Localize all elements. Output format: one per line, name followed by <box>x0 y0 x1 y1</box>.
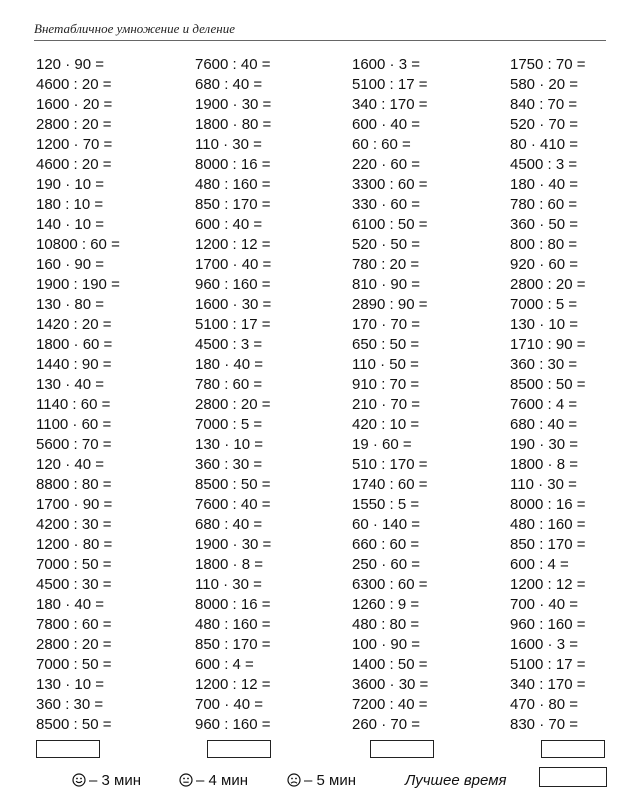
exercise-item: 600 : 4 = <box>195 656 254 673</box>
exercise-item: 340 : 170 = <box>352 96 428 113</box>
exercise-item: 180 · 40 = <box>195 356 263 373</box>
exercise-item: 360 · 50 = <box>510 216 578 233</box>
exercise-item: 840 : 70 = <box>510 96 578 113</box>
exercise-item: 60 : 60 = <box>352 136 411 153</box>
exercise-item: 130 · 10 = <box>195 436 263 453</box>
exercise-item: 120 · 90 = <box>36 56 104 73</box>
exercise-item: 1200 : 12 = <box>195 236 271 253</box>
exercise-item: 850 : 170 = <box>195 196 271 213</box>
exercise-item: 1740 : 60 = <box>352 476 428 493</box>
exercise-item: 1800 · 8 = <box>510 456 578 473</box>
exercise-item: 6300 : 60 = <box>352 576 428 593</box>
exercise-item: 470 · 80 = <box>510 696 578 713</box>
exercise-item: 480 : 160 = <box>195 176 271 193</box>
exercise-item: 190 · 30 = <box>510 436 578 453</box>
exercise-item: 1200 · 80 = <box>36 536 113 553</box>
exercise-item: 1140 : 60 = <box>36 396 111 413</box>
exercise-item: 2800 : 20 = <box>36 636 112 653</box>
exercise-item: 7000 : 50 = <box>36 656 112 673</box>
exercise-item: 190 · 10 = <box>36 176 104 193</box>
exercise-item: 510 : 170 = <box>352 456 428 473</box>
exercise-item: 680 : 40 = <box>510 416 578 433</box>
exercise-item: 1260 : 9 = <box>352 596 420 613</box>
exercise-item: 1800 · 60 = <box>36 336 113 353</box>
exercise-item: 800 : 80 = <box>510 236 578 253</box>
exercise-item: 360 : 30 = <box>510 356 578 373</box>
exercise-item: 580 · 20 = <box>510 76 578 93</box>
exercise-item: 1900 : 190 = <box>36 276 120 293</box>
exercise-item: 4500 : 3 = <box>510 156 578 173</box>
exercise-item: 220 · 60 = <box>352 156 420 173</box>
exercise-item: 1750 : 70 = <box>510 56 586 73</box>
exercise-item: 2800 : 20 = <box>36 116 112 133</box>
exercise-item: 5600 : 70 = <box>36 436 112 453</box>
exercise-item: 330 · 60 = <box>352 196 420 213</box>
exercise-item: 680 : 40 = <box>195 516 263 533</box>
exercise-item: 520 · 50 = <box>352 236 420 253</box>
exercise-item: 1600 · 3 = <box>352 56 420 73</box>
exercise-item: 130 · 40 = <box>36 376 104 393</box>
exercise-item: 8800 : 80 = <box>36 476 112 493</box>
exercise-item: 4500 : 3 = <box>195 336 263 353</box>
exercise-item: 3600 · 30 = <box>352 676 429 693</box>
exercise-item: 1200 · 70 = <box>36 136 113 153</box>
sad-face-icon <box>287 773 301 787</box>
exercise-column-4 <box>510 55 585 735</box>
exercise-item: 4500 : 30 = <box>36 576 112 593</box>
exercise-item: 1800 · 8 = <box>195 556 263 573</box>
exercise-item: 60 · 140 = <box>352 516 420 533</box>
exercise-item: 600 : 40 = <box>195 216 263 233</box>
exercise-item: 1710 : 90 = <box>510 336 586 353</box>
exercise-item: 2800 : 20 = <box>510 276 586 293</box>
exercise-item: 1200 : 12 = <box>195 676 271 693</box>
exercise-item: 8000 : 16 = <box>195 596 271 613</box>
exercise-item: 1700 · 90 = <box>36 496 113 513</box>
exercise-item: 2800 : 20 = <box>195 396 271 413</box>
exercise-item: 1600 · 30 = <box>195 296 272 313</box>
exercise-item: 180 : 10 = <box>36 196 104 213</box>
rating-neutral-label: – 4 мин <box>196 772 248 789</box>
exercise-item: 7600 : 40 = <box>195 56 271 73</box>
exercise-item: 1420 : 20 = <box>36 316 112 333</box>
exercise-item: 80 · 410 = <box>510 136 578 153</box>
exercise-item: 170 · 70 = <box>352 316 420 333</box>
exercise-item: 260 · 70 = <box>352 716 420 733</box>
exercise-item: 480 : 160 = <box>510 516 586 533</box>
exercise-item: 420 : 10 = <box>352 416 420 433</box>
exercise-item: 1600 · 3 = <box>510 636 578 653</box>
exercise-item: 910 : 70 = <box>352 376 420 393</box>
exercise-item: 780 : 60 = <box>195 376 263 393</box>
exercise-item: 960 : 160 = <box>510 616 586 633</box>
exercise-item: 180 · 40 = <box>510 176 578 193</box>
exercise-item: 7800 : 60 = <box>36 616 112 633</box>
exercise-item: 4200 : 30 = <box>36 516 112 533</box>
exercise-column-1 <box>36 55 120 735</box>
exercise-item: 920 · 60 = <box>510 256 578 273</box>
exercise-item: 110 · 30 = <box>195 576 262 593</box>
exercise-item: 4600 : 20 = <box>36 156 112 173</box>
exercise-item: 480 : 80 = <box>352 616 420 633</box>
exercise-item: 780 : 20 = <box>352 256 420 273</box>
neutral-face-icon <box>179 773 193 787</box>
exercise-item: 7200 : 40 = <box>352 696 428 713</box>
exercise-item: 1600 · 20 = <box>36 96 113 113</box>
happy-face-icon <box>72 773 86 787</box>
exercise-item: 8500 : 50 = <box>36 716 112 733</box>
exercise-item: 10800 : 60 = <box>36 236 120 253</box>
exercise-item: 600 : 4 = <box>510 556 569 573</box>
exercise-item: 830 · 70 = <box>510 716 578 733</box>
exercise-item: 110 · 30 = <box>510 476 577 493</box>
exercise-item: 7000 : 50 = <box>36 556 112 573</box>
exercise-item: 130 · 10 = <box>510 316 578 333</box>
exercise-item: 360 : 30 = <box>195 456 263 473</box>
exercise-column-3 <box>352 55 428 735</box>
exercise-item: 600 · 40 = <box>352 116 420 133</box>
exercise-item: 1700 · 40 = <box>195 256 272 273</box>
exercise-item: 140 · 10 = <box>36 216 104 233</box>
exercise-item: 660 : 60 = <box>352 536 420 553</box>
exercise-item: 1900 · 30 = <box>195 96 272 113</box>
exercise-item: 700 · 40 = <box>510 596 578 613</box>
best-time-label: Лучшее время <box>405 772 507 789</box>
rating-sad <box>287 770 356 792</box>
exercise-item: 210 · 70 = <box>352 396 420 413</box>
worksheet-header <box>34 20 606 41</box>
time-box-3[interactable] <box>370 740 434 758</box>
exercise-item: 110 · 50 = <box>352 356 419 373</box>
exercise-item: 850 : 170 = <box>510 536 586 553</box>
time-box-2[interactable] <box>207 740 271 758</box>
exercise-item: 100 · 90 = <box>352 636 420 653</box>
exercise-item: 5100 : 17 = <box>195 316 271 333</box>
exercise-item: 810 · 90 = <box>352 276 420 293</box>
exercise-item: 960 : 160 = <box>195 716 271 733</box>
exercise-item: 160 · 90 = <box>36 256 104 273</box>
exercise-item: 680 : 40 = <box>195 76 263 93</box>
exercise-item: 1400 : 50 = <box>352 656 428 673</box>
exercise-item: 8000 : 16 = <box>510 496 586 513</box>
exercise-item: 780 : 60 = <box>510 196 578 213</box>
exercise-item: 7000 : 5 = <box>195 416 263 433</box>
exercise-item: 19 · 60 = <box>352 436 412 453</box>
rating-sad-label: – 5 мин <box>304 772 356 789</box>
exercise-item: 8500 : 50 = <box>195 476 271 493</box>
exercise-item: 520 · 70 = <box>510 116 578 133</box>
exercise-item: 7600 : 40 = <box>195 496 271 513</box>
exercise-item: 8500 : 50 = <box>510 376 586 393</box>
exercise-item: 850 : 170 = <box>195 636 271 653</box>
exercise-item: 110 · 30 = <box>195 136 262 153</box>
exercise-item: 7600 : 4 = <box>510 396 578 413</box>
exercise-item: 1550 : 5 = <box>352 496 420 513</box>
time-box-1[interactable] <box>36 740 100 758</box>
exercise-item: 1100 · 60 = <box>36 416 112 433</box>
exercise-item: 480 : 160 = <box>195 616 271 633</box>
exercise-item: 1800 · 80 = <box>195 116 272 133</box>
rating-neutral <box>179 770 248 792</box>
exercise-item: 130 · 80 = <box>36 296 104 313</box>
exercise-item: 180 · 40 = <box>36 596 104 613</box>
exercise-item: 1200 : 12 = <box>510 576 586 593</box>
exercise-item: 1440 : 90 = <box>36 356 112 373</box>
rating-happy-label: – 3 мин <box>89 772 141 789</box>
exercise-item: 5100 : 17 = <box>352 76 428 93</box>
exercise-item: 8000 : 16 = <box>195 156 271 173</box>
exercise-item: 4600 : 20 = <box>36 76 112 93</box>
exercise-item: 700 · 40 = <box>195 696 263 713</box>
time-box-4[interactable] <box>541 740 605 758</box>
exercise-item: 130 · 10 = <box>36 676 104 693</box>
exercise-column-2 <box>195 55 271 735</box>
exercise-item: 2890 : 90 = <box>352 296 428 313</box>
exercise-item: 650 : 50 = <box>352 336 420 353</box>
rating-happy <box>72 770 141 792</box>
exercise-item: 120 · 40 = <box>36 456 104 473</box>
exercise-item: 340 : 170 = <box>510 676 586 693</box>
best-time-box[interactable] <box>539 767 607 787</box>
exercise-item: 250 · 60 = <box>352 556 420 573</box>
worksheet-title: Внетабличное умножение и деление <box>34 21 236 36</box>
exercise-item: 3300 : 60 = <box>352 176 428 193</box>
exercise-item: 6100 : 50 = <box>352 216 428 233</box>
exercise-item: 5100 : 17 = <box>510 656 586 673</box>
exercise-item: 360 : 30 = <box>36 696 104 713</box>
exercise-item: 1900 · 30 = <box>195 536 272 553</box>
exercise-item: 7000 : 5 = <box>510 296 578 313</box>
exercise-item: 960 : 160 = <box>195 276 271 293</box>
